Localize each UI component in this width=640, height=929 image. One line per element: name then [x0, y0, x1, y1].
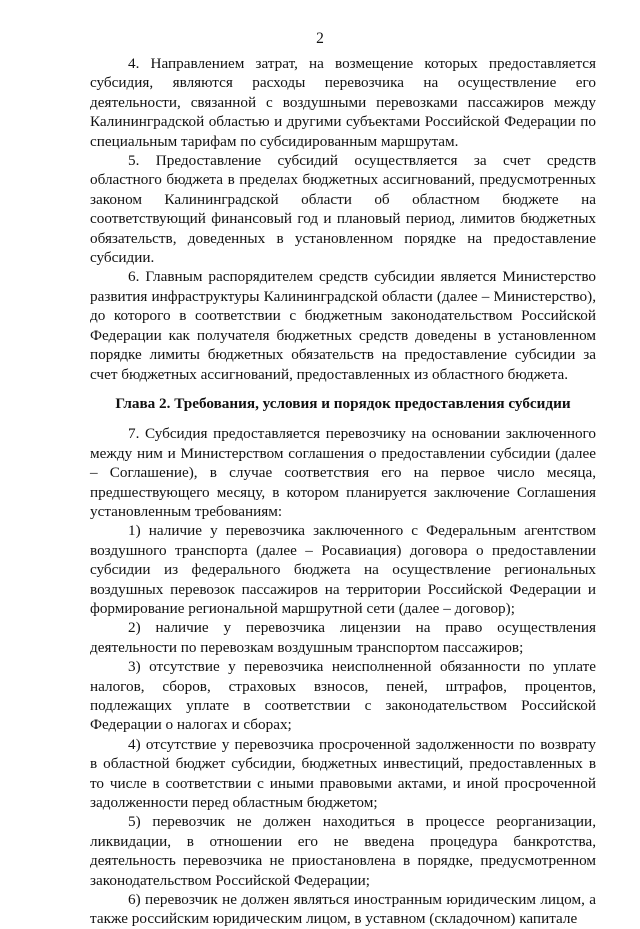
requirement-item-3: 3) отсутствие у перевозчика неисполненной обязанности по уплате налогов, сборов, страховых взносов, пеней, штрафов, процентов, подлежащих уплате в соответствии с законодательством Российской Федерации о налогах и сборах;: [90, 658, 596, 734]
requirement-item-6: 6) перевозчик не должен являться иностранным юридическим лицом, а также российским юридическим лицом, в уставном (складочном) капитале: [90, 891, 596, 928]
requirement-item-5: 5) перевозчик не должен находиться в процессе реорганизации, ликвидации, в отношении его не введена процедура банкротства, деятельность перевозчика не приостановлена в порядке, предусмотренном законодательством Российской Федерации;: [90, 813, 596, 889]
chapter-heading: Глава 2. Требования, условия и порядок предоставления субсидии: [115, 394, 571, 412]
requirement-item-2: 2) наличие у перевозчика лицензии на право осуществления деятельности по перевозкам воздушным транспортом пассажиров;: [90, 619, 596, 656]
paragraph-6: 6. Главным распорядителем средств субсидии является Министерство развития инфраструктуры Калининградской области (далее – Министерство), до которого в соответствии с бюджетным законодательством Российской Федерации как получателя бюджетных средств доведены в установленном порядке лимиты бюджетных обязательств на предоставление субсидии за счет бюджетных ассигнований, предоставленных из областного бюджета.: [90, 268, 596, 383]
page-number: 2: [316, 30, 324, 47]
requirement-item-4: 4) отсутствие у перевозчика просроченной задолженности по возврату в областной бюджет субсидии, бюджетных инвестиций, предоставленных в то числе в соответствии с иными правовыми актами, и иной просроченной задолженности перед областным бюджетом;: [90, 735, 596, 812]
document-body: [90, 54, 596, 929]
requirement-item-1: 1) наличие у перевозчика заключенного с Федеральным агентством воздушного транспорта (далее – Росавиация) договора о предоставлении субсидии из федерального бюджета на осуществление региональных воздушных перевозок пассажиров на территории Российской Федерации и формирование региональной маршрутной сети (далее – договор);: [90, 522, 596, 617]
paragraph-5: 5. Предоставление субсидий осуществляется за счет средств областного бюджета в пределах бюджетных ассигнований, предусмотренных законом Калининградской области об областном бюджете на соответствующий финансовый год и плановый период, лимитов бюджетных обязательств, доведенных в установленном порядке на предоставление субсидии.: [90, 152, 596, 267]
paragraph-4: 4. Направлением затрат, на возмещение которых предоставляется субсидия, являются расходы перевозчика на осуществление его деятельности, связанной с воздушными перевозками пассажиров между Калининградской областью и другими субъектами Российской Федерации по специальным тарифам по субсидированным маршрутам.: [90, 55, 596, 150]
paragraph-7: 7. Субсидия предоставляется перевозчику на основании заключенного между ним и Министерством соглашения о предоставлении субсидии (далее – Соглашение), в случае соответствия его на первое число месяца, предшествующего месяцу, в котором планируется заключение Соглашения установленным требованиям:: [90, 425, 596, 520]
